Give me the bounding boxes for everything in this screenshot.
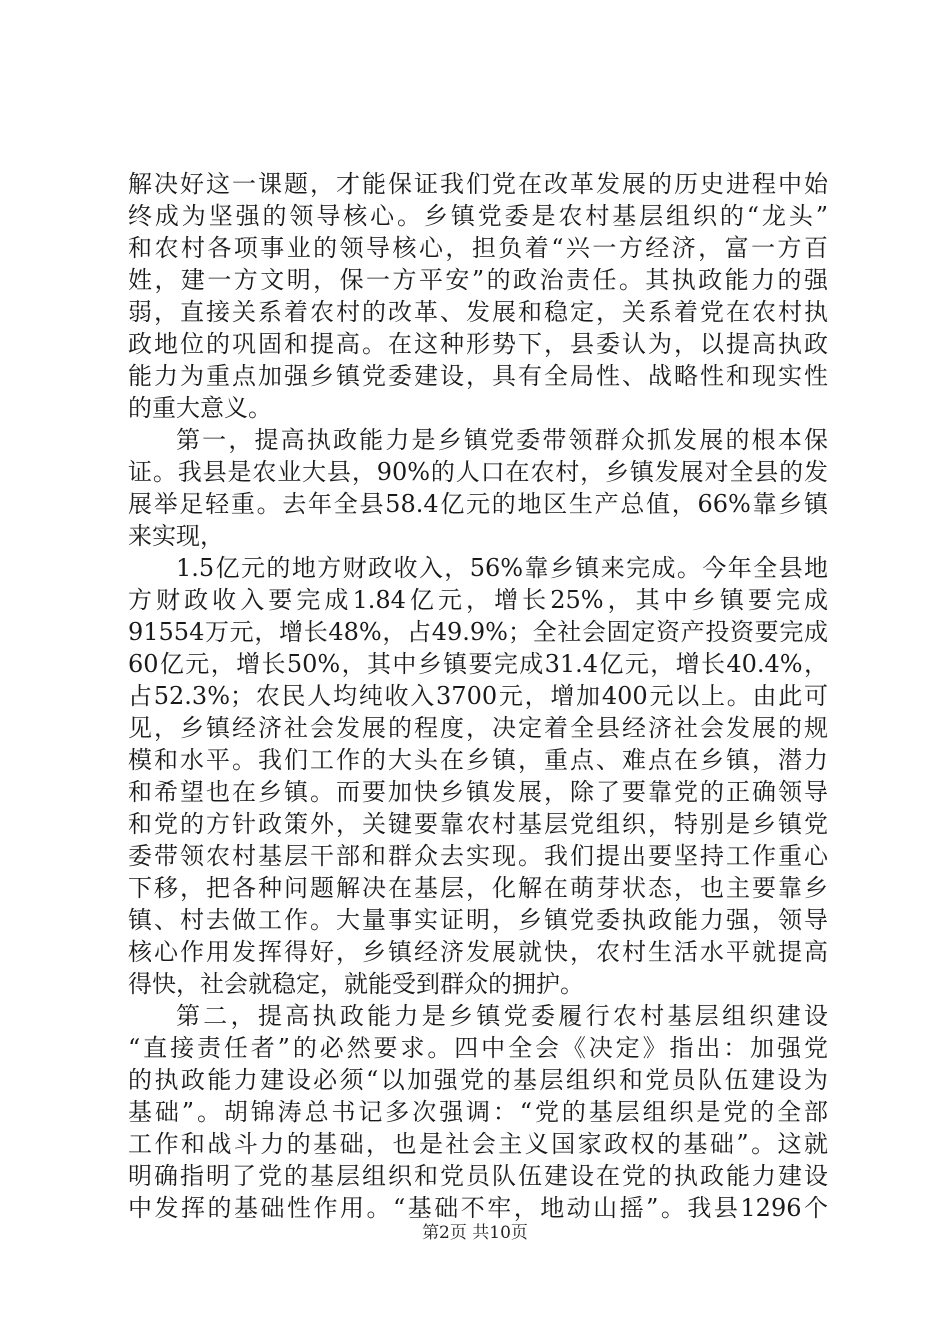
text-line: 展举足轻重。去年全县58.4亿元的地区生产总值，66%靠乡镇 <box>128 490 828 518</box>
text-line: 终成为坚强的领导核心。乡镇党委是农村基层组织的“龙头” <box>128 202 828 230</box>
text-line: 解决好这一课题，才能保证我们党在改革发展的历史进程中始 <box>128 170 828 198</box>
text-line: 能力为重点加强乡镇党委建设，具有全局性、战略性和现实性 <box>128 362 828 390</box>
text-line: 和希望也在乡镇。而要加快乡镇发展，除了要靠党的正确领导 <box>128 778 828 806</box>
text-line: 中发挥的基础性作用。“基础不牢，地动山摇”。我县1296个 <box>128 1194 828 1222</box>
text-line: 的执政能力建设必须“以加强党的基层组织和党员队伍建设为 <box>128 1066 828 1094</box>
text-line: 60亿元，增长50%，其中乡镇要完成31.4亿元，增长40.4%， <box>128 650 828 678</box>
text-line: 镇、村去做工作。大量事实证明，乡镇党委执政能力强，领导 <box>128 906 828 934</box>
text-line: 第一，提高执政能力是乡镇党委带领群众抓发展的根本保 <box>176 426 828 454</box>
text-line: 方财政收入要完成1.84亿元，增长25%，其中乡镇要完成 <box>128 586 828 614</box>
text-line: 占52.3%；农民人均纯收入3700元，增加400元以上。由此可 <box>128 682 828 710</box>
text-line: 姓，建一方文明，保一方平安”的政治责任。其执政能力的强 <box>128 266 828 294</box>
text-line: 基础”。胡锦涛总书记多次强调：“党的基层组织是党的全部 <box>128 1098 828 1126</box>
text-line: 政地位的巩固和提高。在这种形势下，县委认为，以提高执政 <box>128 330 828 358</box>
text-line: 91554万元，增长48%，占49.9%；全社会固定资产投资要完成 <box>128 618 828 646</box>
text-line: 的重大意义。 <box>128 394 272 422</box>
text-line: 和党的方针政策外，关键要靠农村基层党组织，特别是乡镇党 <box>128 810 828 838</box>
document-body <box>128 168 828 1224</box>
text-line: 工作和战斗力的基础，也是社会主义国家政权的基础”。这就 <box>128 1130 828 1158</box>
text-line: 委带领农村基层干部和群众去实现。我们提出要坚持工作重心 <box>128 842 828 870</box>
text-line: 下移，把各种问题解决在基层，化解在萌芽状态，也主要靠乡 <box>128 874 828 902</box>
text-line: 见，乡镇经济社会发展的程度，决定着全县经济社会发展的规 <box>128 714 828 742</box>
text-line: 核心作用发挥得好，乡镇经济发展就快，农村生活水平就提高 <box>128 938 828 966</box>
text-line: 弱，直接关系着农村的改革、发展和稳定，关系着党在农村执 <box>128 298 828 326</box>
text-line: 第二，提高执政能力是乡镇党委履行农村基层组织建设 <box>176 1002 828 1030</box>
text-line: 和农村各项事业的领导核心，担负着“兴一方经济，富一方百 <box>128 234 828 262</box>
text-line: “直接责任者”的必然要求。四中全会《决定》指出：加强党 <box>128 1034 828 1062</box>
text-line: 1.5亿元的地方财政收入，56%靠乡镇来完成。今年全县地 <box>176 554 828 582</box>
text-line: 明确指明了党的基层组织和党员队伍建设在党的执政能力建设 <box>128 1162 828 1190</box>
text-line: 模和水平。我们工作的大头在乡镇，重点、难点在乡镇，潜力 <box>128 746 828 774</box>
text-line: 来实现， <box>128 522 224 550</box>
text-line: 得快，社会就稳定，就能受到群众的拥护。 <box>128 970 584 998</box>
text-line: 证。我县是农业大县，90%的人口在农村，乡镇发展对全县的发 <box>128 458 828 486</box>
page-number-footer: 第2页 共10页 <box>422 1223 528 1243</box>
